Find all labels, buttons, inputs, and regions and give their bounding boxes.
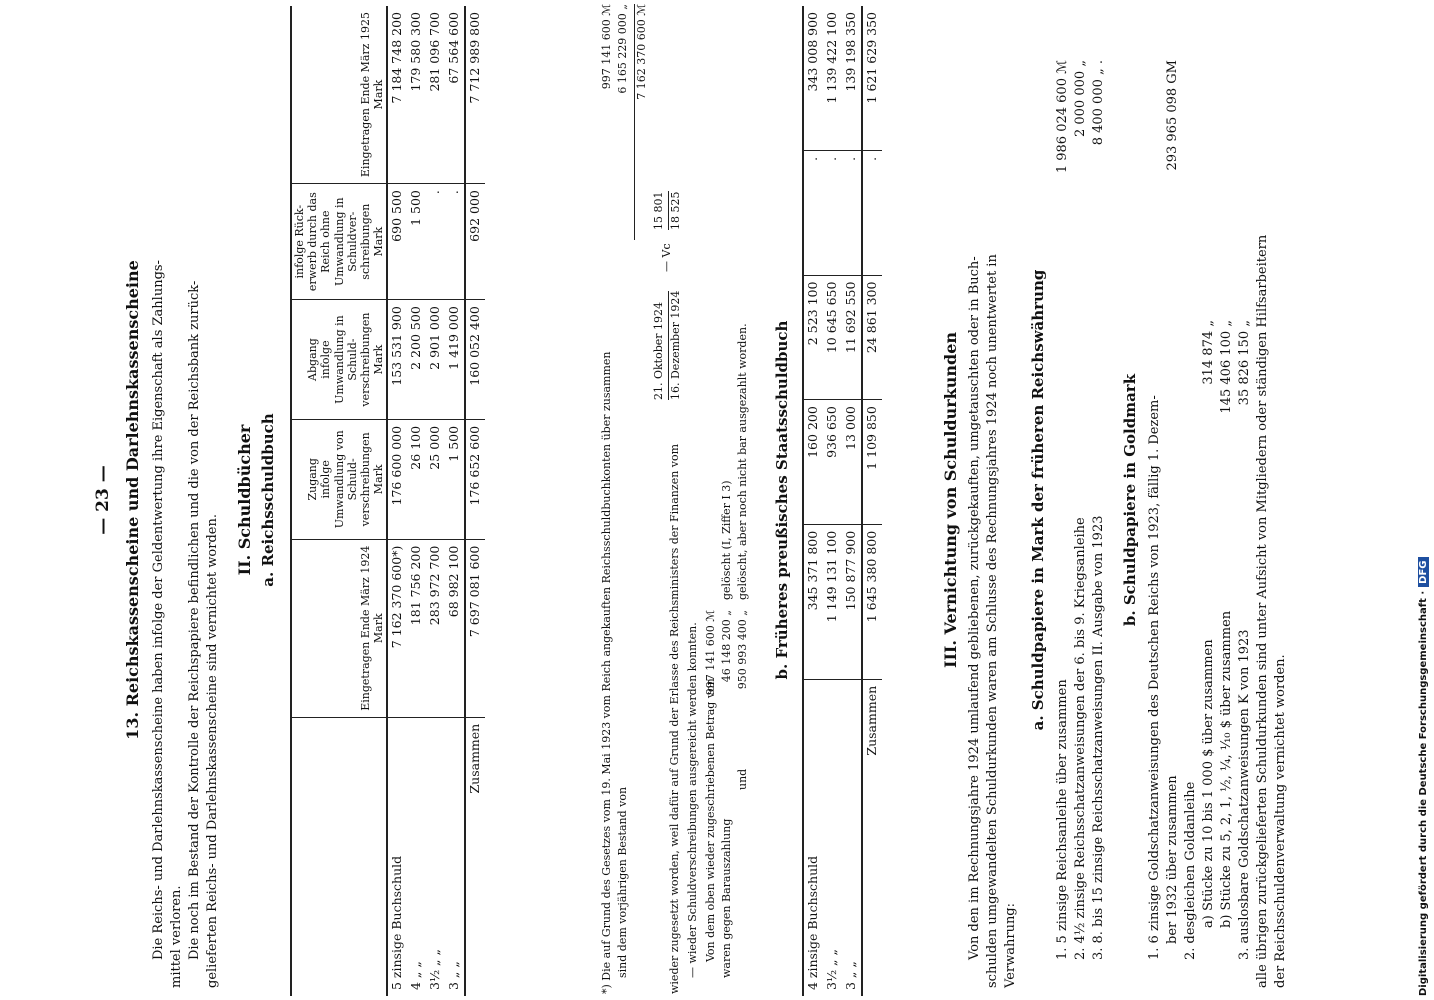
- footnote-vc: — Vc: [660, 243, 673, 272]
- section3-b1-line2: ber 1932 über zusammen: [1165, 775, 1180, 944]
- section3-sub-b: b. Schuldpapiere in Goldmark: [1121, 373, 1139, 627]
- row-label: 3½ „ „: [823, 949, 839, 990]
- header-abgang-sub1: infolge Umwandlung in Schuld-verschreibungen: [319, 312, 372, 407]
- footnote-line5: — wieder Schuldverschreibungen ausgereicht werden konnten.: [686, 622, 699, 978]
- cell-zugang: 176 600 000: [387, 419, 407, 539]
- cell-abgang1: 2 523 100: [803, 275, 823, 400]
- table-row: [842, 6, 862, 996]
- cell-e1925: 1 139 422 100: [823, 6, 842, 150]
- dfg-logo: DFG: [1418, 558, 1429, 587]
- cell-e1924: 68 982 100: [445, 539, 465, 717]
- row-label: 4 zinsige Buchschuld: [805, 855, 820, 990]
- row-label: 3 „ „: [445, 961, 461, 990]
- cell-abgang1: 10 645 650: [823, 275, 842, 400]
- sum-label: Zusammen: [465, 717, 485, 996]
- section3-b2a: a) Stücke zu 10 bis 1 000 $ über zusammen: [1201, 639, 1216, 928]
- footnote-line6-value: 997 141 600 ℳ: [704, 610, 717, 696]
- section2-sub-a: a. Reichsschuldbuch: [259, 413, 277, 587]
- footnote-line7-note: gelöscht (I, Ziffer I 3): [720, 480, 733, 600]
- page-number: — 23 —: [93, 465, 113, 535]
- section3-sub-a: a. Schuldpapiere in Mark der früheren Reichswährung: [1029, 269, 1047, 731]
- cell-abgang1: 2 901 000: [426, 300, 445, 420]
- header-eingetragen-1925: Eingetragen Ende März 1925: [358, 12, 372, 178]
- table-row: [387, 6, 407, 996]
- cell-e1924: 283 972 700: [426, 539, 445, 717]
- cell-e1925: 139 198 350: [842, 6, 862, 150]
- cell-e1924: 7 162 370 600*): [387, 539, 407, 717]
- sum-zugang: 1 109 850: [862, 400, 882, 525]
- table-row: [823, 6, 842, 996]
- footnote-date2: 16. Dezember 1924: [669, 290, 682, 400]
- sum-label: Zusammen: [862, 679, 882, 996]
- cell-e1925: 281 096 700: [426, 6, 445, 184]
- cell-abgang1: 1 419 000: [445, 300, 465, 420]
- row-label: 5 zinsige Buchschuld: [389, 855, 405, 990]
- section3-b1-line1: 1. 6 zinsige Goldschatzanweisungen des Deutschen Reichs von 1923, fällig 1. Dezem-: [1147, 395, 1162, 960]
- section3-b2b: b) Stücke zu 5, 2, 1, ½, ¼, ¹⁄₁₀ $ über zusammen: [1219, 610, 1234, 928]
- sum-abgang2: .: [862, 150, 882, 275]
- cell-abgang2: .: [823, 150, 842, 275]
- row-label: 3 „ „: [842, 961, 858, 990]
- footnote-line7: waren gegen Barauszahlung: [720, 818, 733, 978]
- header-eingetragen-1924: Eingetragen Ende März 1924: [358, 545, 372, 711]
- cell-abgang1: 11 692 550: [842, 275, 862, 400]
- cell-abgang2: 690 500: [387, 184, 407, 300]
- cell-e1925: 7 184 748 200: [387, 6, 407, 184]
- section3-a-item3: 3. 8. bis 15 zinsige Reichsschatzanweisungen II. Ausgabe von 1923: [1091, 515, 1106, 960]
- header-zugang-sub: infolge Umwandlung von Schuld-verschreibungen: [319, 430, 372, 529]
- footnote-vc-num1: 15 801: [652, 191, 665, 230]
- cell-abgang2: 1 500: [407, 184, 426, 300]
- table-sum-row: [862, 6, 882, 996]
- section2-title: II. Schuldbücher: [235, 424, 254, 576]
- cell-zugang: 26 100: [407, 419, 426, 539]
- header-abgang: Abgang: [306, 338, 320, 381]
- cell-zugang: 1 500: [445, 419, 465, 539]
- table-row: [803, 6, 823, 996]
- sum-abgang1: 160 052 400: [465, 300, 485, 420]
- section3-b2: 2. desgleichen Goldanleihe: [1183, 781, 1198, 960]
- footnote-date1: 21. Oktober 1924: [652, 301, 665, 400]
- section3-b1-value: 293 965 098 GM: [1165, 60, 1180, 171]
- dfg-credit-text: Digitalisierung gefördert durch die Deutsche Forschungsgemeinschaft ·: [1418, 590, 1429, 996]
- footnote-vc-num2: 18 525: [669, 191, 682, 230]
- footnote-line8-value: 950 993 400 „: [736, 610, 749, 690]
- section2-sub-b: b. Früheres preußisches Staatsschuldbuch: [773, 320, 791, 680]
- sum-zugang: 176 652 600: [465, 419, 485, 539]
- footnote-line1-value: 997 141 600 ℳ: [600, 4, 613, 90]
- sum-e1925: 1 621 629 350: [862, 6, 882, 150]
- cell-e1924: 345 371 800: [803, 524, 823, 679]
- header-unit: Mark: [372, 79, 386, 110]
- footnote-line2-value: 6 165 229 000 „: [616, 4, 629, 94]
- table-row: [445, 6, 465, 996]
- header-unit: Mark: [372, 464, 386, 495]
- cell-e1924: 150 877 900: [842, 524, 862, 679]
- section3-a-item2: 2. 4½ zinsige Reichsschatzanweisungen der 6. bis 9. Kriegsanleihe: [1073, 517, 1088, 960]
- footnote-line6: Von dem oben wieder zugeschriebenen Betrag von: [704, 678, 717, 962]
- cell-zugang: 160 200: [803, 400, 823, 525]
- sum-e1924: 1 645 380 800: [862, 524, 882, 679]
- sum-e1924: 7 697 081 600: [465, 539, 485, 717]
- table-header-row: [291, 6, 387, 996]
- cell-abgang1: 153 531 900: [387, 300, 407, 420]
- table-row: [407, 6, 426, 996]
- header-unit: Mark: [372, 226, 386, 257]
- section3-b3-value: 35 826 150 „: [1237, 320, 1252, 406]
- cell-e1925: 343 008 900: [803, 6, 823, 150]
- footnote-line2: sind dem vorjährigen Bestand von: [616, 786, 629, 978]
- cell-zugang: 936 650: [823, 400, 842, 525]
- cell-abgang2: .: [803, 150, 823, 275]
- row-label: 4 „ „: [408, 961, 424, 990]
- section13-para1-line2: mittel verloren.: [169, 885, 184, 988]
- dfg-sidebar: [1418, 6, 1434, 996]
- cell-abgang1: 2 200 500: [407, 300, 426, 420]
- footnote-line7-value: 46 148 200 „: [720, 610, 733, 683]
- sum-abgang1: 24 861 300: [862, 275, 882, 400]
- footnote-line3-total: 7 162 370 600 ℳ: [634, 4, 650, 240]
- section3-intro-line1: Von den im Rechnungsjahre 1924 umlaufend gebliebenen, zurückgekauften, umgetauschten oder in Buch-: [967, 256, 982, 960]
- section3-closing-line1: alle übrigen zurückgelieferten Schuldurkunden sind unter Aufsicht von Mitgliedern oder ständigen Hilfsarbeitern: [1255, 234, 1270, 988]
- footnote-line4: wieder zugesetzt worden, weil dafür auf Grund der Erlasse des Reichsministers der Finanzen vom: [668, 443, 681, 994]
- table-row: [426, 6, 445, 996]
- table-sum-row: [465, 6, 485, 996]
- footnote-line8-note: gelöscht, aber noch nicht bar ausgezahlt worden.: [736, 323, 749, 600]
- header-zugang: Zugang: [306, 458, 320, 501]
- section13-para1-line1: Die Reichs- und Darlehnskassenscheine haben infolge der Geldentwertung ihre Eigenschaft als Zahlungs-: [151, 260, 166, 960]
- section3-intro-line3: Verwahrung:: [1003, 902, 1018, 988]
- staatsschuldbuch-table: [802, 6, 882, 996]
- section3-a-item1-value: 1 986 024 600 ℳ: [1055, 60, 1070, 174]
- sum-e1925: 7 712 989 800: [465, 6, 485, 184]
- section13-para2-line2: gelieferten Reichs- und Darlehnskassenscheine sind vernichtet worden.: [205, 514, 220, 988]
- cell-abgang2: .: [445, 184, 465, 300]
- header-unit: Mark: [372, 344, 386, 375]
- section13-title: 13. Reichskassenscheine und Darlehnskassenscheine: [123, 260, 142, 740]
- section3-b2a-value: 314 874 „: [1201, 320, 1216, 385]
- reichsschuldbuch-table: [290, 6, 485, 996]
- cell-e1924: 181 756 200: [407, 539, 426, 717]
- section3-b2b-value: 145 406 100 „: [1219, 320, 1234, 414]
- cell-abgang2: .: [426, 184, 445, 300]
- section3-b3: 3. auslosbare Goldschatzanweisungen K von 1923: [1237, 629, 1252, 960]
- dfg-credit: [1418, 558, 1429, 997]
- cell-zugang: 13 000: [842, 400, 862, 525]
- section3-a-item1: 1. 5 zinsige Reichsanleihe über zusammen: [1055, 679, 1070, 960]
- footnote-line8: und: [736, 768, 749, 790]
- sum-abgang2: 692 000: [465, 184, 485, 300]
- row-label: 3½ „ „: [427, 949, 443, 990]
- section3-intro-line2: schulden umgewandelten Schuldurkunden waren am Schlusse des Rechnungsjahres 1924 noch unentwertet in: [985, 254, 1000, 988]
- section3-a-item2-value: 2 000 000 „: [1073, 60, 1088, 138]
- footnote-line1: *) Die auf Grund des Gesetzes vom 19. Mai 1923 vom Reich angekauften Reichsschuldbuchkonten über zusammen: [600, 351, 613, 994]
- cell-e1925: 179 580 300: [407, 6, 426, 184]
- section13-para2-line1: Die noch im Bestand der Kontrolle der Reichspapiere befindlichen und die von der Reichsbank zurück-: [187, 280, 202, 960]
- header-abgang-sub2: infolge Rück-erwerb durch das Reich ohne Umwandlung in Schuldver-schreibungen: [293, 192, 372, 292]
- cell-abgang2: .: [842, 150, 862, 275]
- cell-e1925: 67 564 600: [445, 6, 465, 184]
- section3-closing-line2: der Reichsschuldenverwaltung vernichtet worden.: [1273, 654, 1288, 988]
- section3-a-item3-value: 8 400 000 „ .: [1091, 60, 1106, 146]
- cell-e1924: 1 149 131 100: [823, 524, 842, 679]
- header-unit: Mark: [372, 613, 386, 644]
- section3-title: III. Vernichtung von Schuldurkunden: [941, 331, 960, 669]
- cell-zugang: 25 000: [426, 419, 445, 539]
